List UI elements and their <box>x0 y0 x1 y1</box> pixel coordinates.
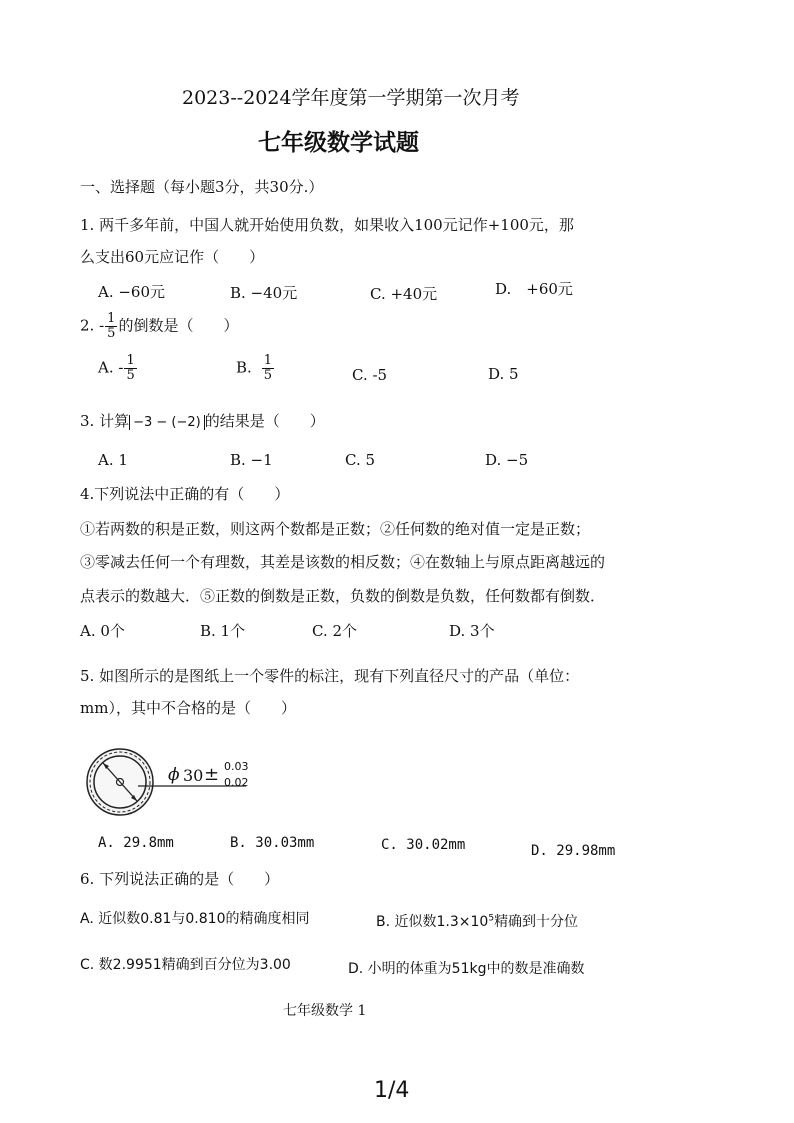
q3-suffix: 的结果是（ ） <box>204 412 325 430</box>
q3-prefix: 3. 计算 <box>80 412 130 430</box>
exam-subtitle: 七年级数学试题 <box>258 129 419 156</box>
exam-title: 2023--2024学年度第一学期第一次月考 <box>182 87 520 109</box>
q6-option-b-exponent: 5 <box>488 913 495 924</box>
q1-option-a: A. −60元 <box>98 283 166 301</box>
q2-option-a-prefix: A. - <box>98 358 124 377</box>
q4-option-d: D. 3个 <box>449 622 495 640</box>
q2-option-b-fraction <box>262 354 274 383</box>
q5-option-c: C. 30.02mm <box>381 837 466 853</box>
question-5-line-1: 5. 如图所示的是图纸上一个零件的标注，现有下列直径尺寸的产品（单位： <box>80 667 580 685</box>
q1-option-b: B. −40元 <box>230 284 298 302</box>
section-heading: 一、选择题（每小题3分，共30分.） <box>80 178 324 196</box>
q2-fraction-den: 5 <box>107 326 116 341</box>
question-4-line-2: ③零减去任何一个有理数，其差是该数的相反数；④在数轴上与原点距离越远的 <box>80 553 606 571</box>
q2-fraction-num: 1 <box>107 311 116 326</box>
q2-option-a-num: 1 <box>126 353 135 368</box>
q2-suffix: 的倒数是（ ） <box>118 316 239 335</box>
q5-option-b: B. 30.03mm <box>230 835 315 851</box>
q3-abs-expression: −3 − (−2) <box>129 415 205 430</box>
question-1-line-2: 么支出60元应记作（ ） <box>80 248 265 266</box>
q3-option-c: C. 5 <box>345 451 376 469</box>
q5-option-d: D. 29.98mm <box>531 843 616 859</box>
upper-tolerance: 0.03 <box>224 760 249 773</box>
q2-option-b-prefix: B. <box>236 358 252 377</box>
question-4-line-1: ①若两数的积是正数，则这两个数都是正数；②任何数的绝对值一定是正数； <box>80 520 591 538</box>
q2-option-b <box>236 354 275 383</box>
q6-option-b <box>376 911 578 931</box>
page-footer: 七年级数学 1 <box>283 1003 367 1019</box>
question-2 <box>80 312 238 341</box>
q2-option-a-den: 5 <box>126 368 135 383</box>
q3-option-d: D. −5 <box>485 451 529 469</box>
question-4-stem: 4.下列说法中正确的有（ ） <box>80 485 290 503</box>
q2-option-a <box>98 354 138 383</box>
q1-option-d: D. +60元 <box>495 280 573 298</box>
q6-option-b-prefix: B. 近似数1.3×10 <box>376 914 489 930</box>
question-3 <box>80 410 325 431</box>
q2-option-d: D. 5 <box>488 365 519 383</box>
q3-option-a: A. 1 <box>98 451 128 469</box>
q2-option-c: C. -5 <box>352 366 388 384</box>
q4-option-c: C. 2个 <box>312 622 358 640</box>
q6-option-d: D. 小明的体重为51kg中的数是准确数 <box>348 961 585 977</box>
tolerance-plus-minus: ± <box>204 764 220 785</box>
q2-prefix: 2. - <box>80 316 105 335</box>
lower-tolerance: 0.02 <box>224 776 249 789</box>
question-5-line-2: mm），其中不合格的是（ ） <box>80 699 296 717</box>
question-6-stem: 6. 下列说法正确的是（ ） <box>80 870 280 888</box>
q6-option-a: A. 近似数0.81与0.810的精确度相同 <box>80 911 310 927</box>
q1-option-c: C. +40元 <box>370 285 438 303</box>
q2-option-b-num: 1 <box>263 353 273 368</box>
q5-option-a: A. 29.8mm <box>98 835 174 851</box>
page-indicator: 1/4 <box>374 1078 410 1103</box>
q6-option-c: C. 数2.9951精确到百分位为3.00 <box>80 957 291 973</box>
q6-option-b-suffix: 精确到十分位 <box>494 914 579 930</box>
q4-option-b: B. 1个 <box>200 622 246 640</box>
phi-symbol: ϕ <box>168 765 180 785</box>
question-1-line-1: 1. 两千多年前，中国人就开始使用负数，如果收入100元记作+100元，那 <box>80 216 574 234</box>
q3-option-b: B. −1 <box>230 451 273 469</box>
nominal-diameter: 30 <box>183 766 204 785</box>
q2-option-b-den: 5 <box>263 368 273 383</box>
q4-option-a: A. 0个 <box>80 622 125 640</box>
q2-option-a-fraction <box>124 354 136 383</box>
q2-fraction <box>105 312 117 341</box>
question-4-line-3: 点表示的数越大．⑤正数的倒数是正数，负数的倒数是负数，任何数都有倒数． <box>80 587 606 605</box>
